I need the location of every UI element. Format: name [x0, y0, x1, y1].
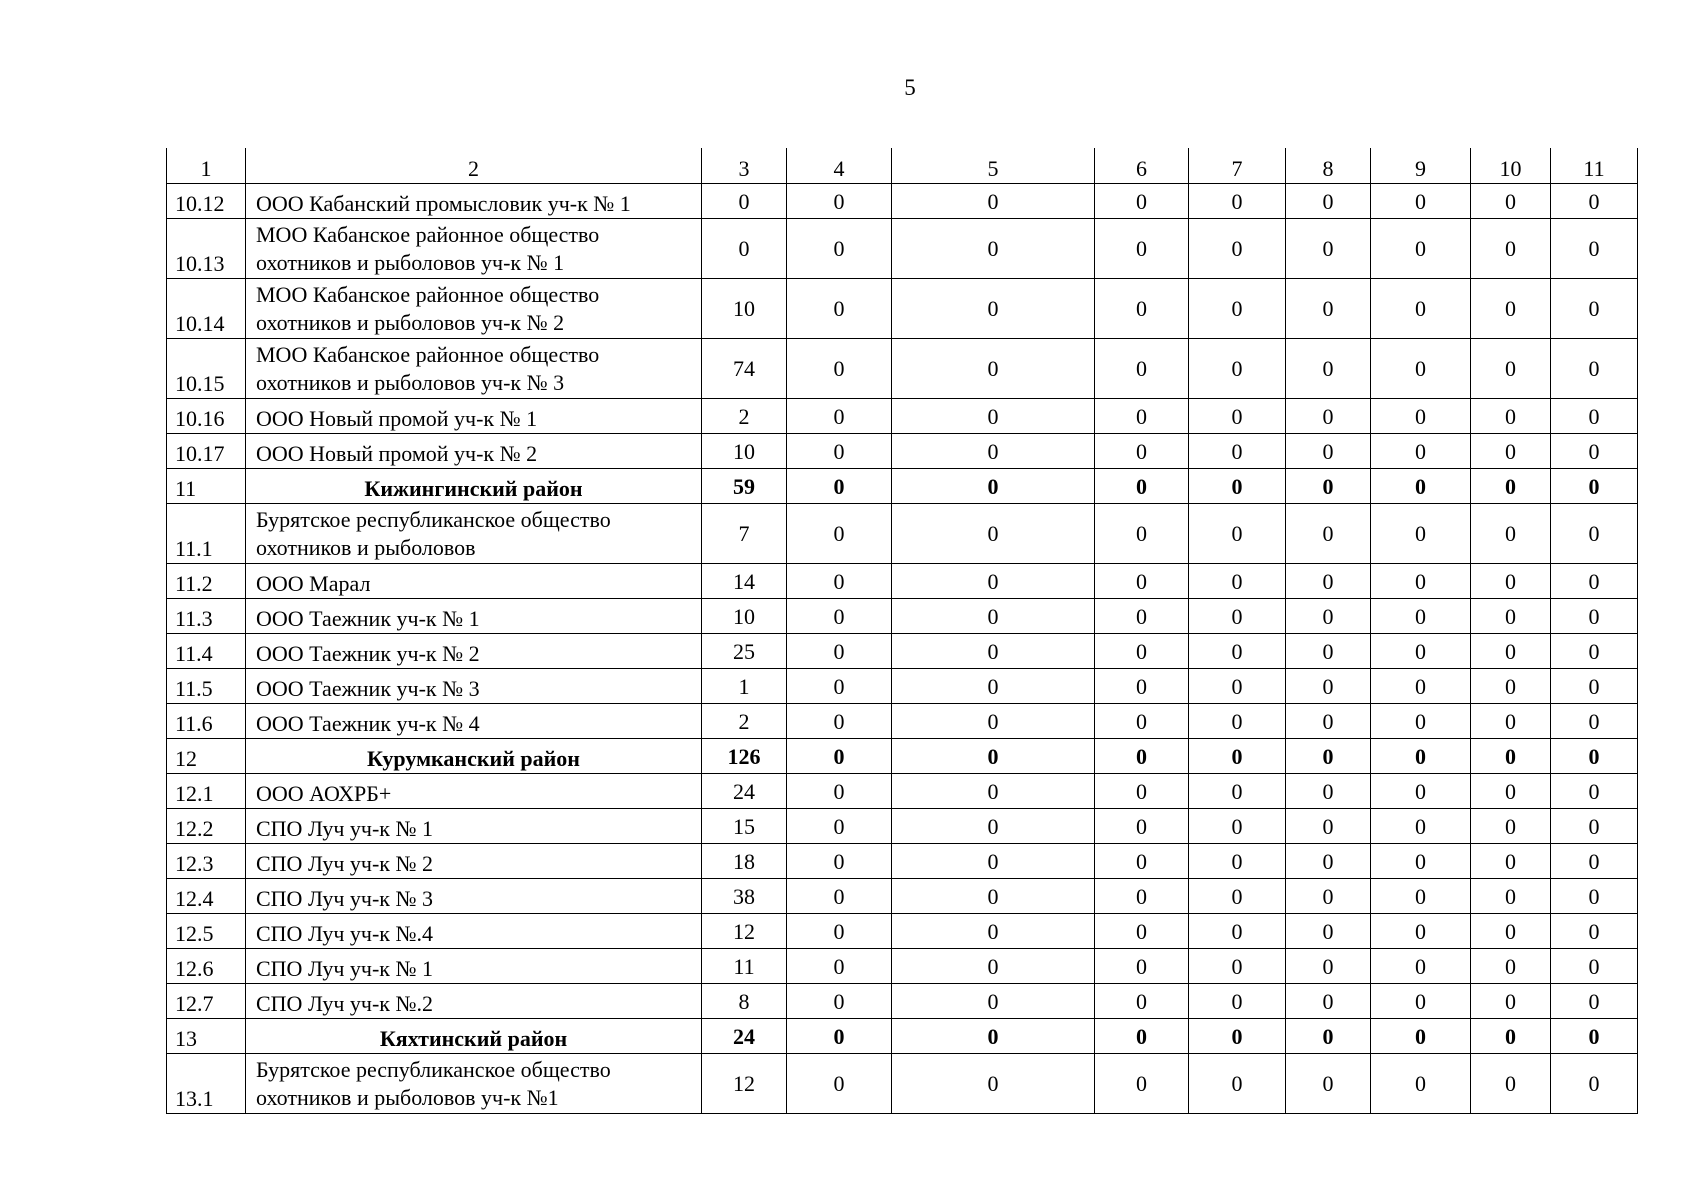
value-cell: 0 [1286, 564, 1371, 599]
table-row [167, 434, 1638, 469]
value-cell: 0 [892, 399, 1095, 434]
value-cell: 0 [1371, 809, 1471, 844]
value-cell: 0 [892, 279, 1095, 339]
value-cell: 0 [1286, 949, 1371, 984]
organization-name-cell: ООО Кабанский промысловик уч-к № 1 [246, 184, 702, 219]
value-cell: 38 [702, 879, 787, 914]
value-cell: 0 [892, 634, 1095, 669]
value-cell: 0 [1286, 704, 1371, 739]
value-cell: 0 [1551, 879, 1638, 914]
value-cell: 0 [1471, 949, 1551, 984]
organization-name-cell: СПО Луч уч-к № 1 [246, 809, 702, 844]
value-cell: 0 [787, 984, 892, 1019]
value-cell: 0 [1551, 739, 1638, 774]
value-cell: 0 [1286, 1019, 1371, 1054]
row-number-cell: 13.1 [167, 1054, 246, 1114]
value-cell: 0 [1471, 739, 1551, 774]
value-cell: 0 [1189, 279, 1286, 339]
row-number-cell: 12.4 [167, 879, 246, 914]
column-number: 7 [1189, 148, 1286, 184]
row-number-cell: 12.1 [167, 774, 246, 809]
value-cell: 0 [1286, 279, 1371, 339]
value-cell: 0 [1286, 399, 1371, 434]
organization-name-cell: ООО АОХРБ+ [246, 774, 702, 809]
value-cell: 0 [1551, 184, 1638, 219]
value-cell: 0 [1095, 914, 1189, 949]
value-cell: 0 [787, 184, 892, 219]
organization-name-cell: ООО Таежник уч-к № 2 [246, 634, 702, 669]
value-cell: 0 [1371, 1054, 1471, 1114]
value-cell: 0 [1189, 669, 1286, 704]
value-cell: 0 [1286, 184, 1371, 219]
table-row [167, 184, 1638, 219]
table-row [167, 984, 1638, 1019]
value-cell: 0 [1471, 219, 1551, 279]
value-cell: 0 [702, 184, 787, 219]
organization-name-cell: СПО Луч уч-к № 1 [246, 949, 702, 984]
value-cell: 12 [702, 1054, 787, 1114]
district-row [167, 1019, 1638, 1054]
row-number-cell: 11.6 [167, 704, 246, 739]
value-cell: 0 [787, 809, 892, 844]
value-cell: 0 [892, 949, 1095, 984]
value-cell: 0 [787, 844, 892, 879]
value-cell: 0 [892, 1019, 1095, 1054]
value-cell: 8 [702, 984, 787, 1019]
value-cell: 0 [892, 774, 1095, 809]
organization-name-cell: Бурятское республиканское общество охотников и рыболовов [246, 504, 702, 564]
value-cell: 59 [702, 469, 787, 504]
table-row [167, 844, 1638, 879]
value-cell: 0 [1371, 504, 1471, 564]
value-cell: 0 [1189, 1054, 1286, 1114]
value-cell: 0 [1095, 399, 1189, 434]
value-cell: 0 [1471, 634, 1551, 669]
organization-name-cell: МОО Кабанское районное общество охотников и рыболовов уч-к № 3 [246, 339, 702, 399]
value-cell: 0 [1286, 739, 1371, 774]
value-cell: 2 [702, 704, 787, 739]
value-cell: 0 [1551, 279, 1638, 339]
value-cell: 0 [1551, 434, 1638, 469]
value-cell: 0 [1095, 339, 1189, 399]
value-cell: 24 [702, 774, 787, 809]
organization-name-cell: ООО Таежник уч-к № 1 [246, 599, 702, 634]
value-cell: 0 [1371, 339, 1471, 399]
value-cell: 0 [1471, 774, 1551, 809]
value-cell: 0 [1286, 1054, 1371, 1114]
value-cell: 0 [1286, 504, 1371, 564]
organization-name-cell: СПО Луч уч-к № 3 [246, 879, 702, 914]
value-cell: 0 [1551, 774, 1638, 809]
value-cell: 0 [1471, 844, 1551, 879]
value-cell: 0 [1189, 469, 1286, 504]
value-cell: 2 [702, 399, 787, 434]
district-name-cell: Кижингинский район [246, 469, 702, 504]
value-cell: 0 [1095, 1054, 1189, 1114]
value-cell: 10 [702, 599, 787, 634]
value-cell: 0 [1371, 434, 1471, 469]
value-cell: 0 [1189, 739, 1286, 774]
value-cell: 0 [1286, 469, 1371, 504]
value-cell: 0 [1371, 599, 1471, 634]
table-row [167, 949, 1638, 984]
organization-name-cell: ООО Марал [246, 564, 702, 599]
value-cell: 126 [702, 739, 787, 774]
value-cell: 0 [1189, 844, 1286, 879]
value-cell: 0 [1286, 984, 1371, 1019]
value-cell: 0 [1095, 984, 1189, 1019]
value-cell: 7 [702, 504, 787, 564]
row-number-cell: 11.4 [167, 634, 246, 669]
value-cell: 0 [892, 704, 1095, 739]
row-number-cell: 10.17 [167, 434, 246, 469]
row-number-cell: 12.6 [167, 949, 246, 984]
value-cell: 0 [1471, 704, 1551, 739]
value-cell: 0 [702, 219, 787, 279]
value-cell: 0 [892, 669, 1095, 704]
value-cell: 0 [892, 564, 1095, 599]
table-row [167, 599, 1638, 634]
value-cell: 0 [1471, 914, 1551, 949]
value-cell: 14 [702, 564, 787, 599]
value-cell: 0 [787, 739, 892, 774]
value-cell: 0 [1286, 634, 1371, 669]
value-cell: 0 [1286, 599, 1371, 634]
value-cell: 0 [1371, 844, 1471, 879]
row-number-cell: 10.14 [167, 279, 246, 339]
row-number-cell: 12 [167, 739, 246, 774]
value-cell: 0 [1551, 399, 1638, 434]
table-row [167, 1054, 1638, 1114]
column-number: 9 [1371, 148, 1471, 184]
value-cell: 0 [1189, 434, 1286, 469]
value-cell: 0 [1095, 564, 1189, 599]
organization-name-cell: СПО Луч уч-к №.2 [246, 984, 702, 1019]
table-row [167, 399, 1638, 434]
district-row [167, 469, 1638, 504]
value-cell: 0 [1471, 669, 1551, 704]
value-cell: 0 [787, 1054, 892, 1114]
value-cell: 0 [1189, 914, 1286, 949]
row-number-cell: 11.2 [167, 564, 246, 599]
value-cell: 0 [892, 469, 1095, 504]
value-cell: 0 [1189, 1019, 1286, 1054]
table-body [167, 148, 1638, 1114]
value-cell: 0 [892, 219, 1095, 279]
row-number-cell: 10.16 [167, 399, 246, 434]
table-row [167, 219, 1638, 279]
value-cell: 0 [1189, 879, 1286, 914]
organization-name-cell: МОО Кабанское районное общество охотников и рыболовов уч-к № 2 [246, 279, 702, 339]
value-cell: 0 [1471, 504, 1551, 564]
value-cell: 0 [1471, 879, 1551, 914]
value-cell: 0 [787, 564, 892, 599]
table-row [167, 774, 1638, 809]
value-cell: 0 [1189, 184, 1286, 219]
value-cell: 0 [1286, 809, 1371, 844]
row-number-cell: 13 [167, 1019, 246, 1054]
value-cell: 0 [1371, 984, 1471, 1019]
column-number: 2 [246, 148, 702, 184]
value-cell: 18 [702, 844, 787, 879]
value-cell: 0 [1095, 809, 1189, 844]
value-cell: 0 [1471, 1054, 1551, 1114]
value-cell: 0 [1189, 399, 1286, 434]
column-number: 10 [1471, 148, 1551, 184]
value-cell: 0 [1371, 564, 1471, 599]
column-number: 6 [1095, 148, 1189, 184]
value-cell: 0 [1095, 879, 1189, 914]
value-cell: 0 [1189, 774, 1286, 809]
value-cell: 0 [1095, 739, 1189, 774]
table-row [167, 634, 1638, 669]
value-cell: 0 [892, 984, 1095, 1019]
organization-name-cell: ООО Новый промой уч-к № 1 [246, 399, 702, 434]
value-cell: 0 [1551, 634, 1638, 669]
value-cell: 0 [1551, 564, 1638, 599]
value-cell: 0 [1551, 809, 1638, 844]
value-cell: 0 [892, 1054, 1095, 1114]
value-cell: 0 [1551, 219, 1638, 279]
value-cell: 0 [787, 914, 892, 949]
organization-name-cell: МОО Кабанское районное общество охотников и рыболовов уч-к № 1 [246, 219, 702, 279]
value-cell: 0 [1189, 219, 1286, 279]
value-cell: 0 [1095, 704, 1189, 739]
table-row [167, 564, 1638, 599]
value-cell: 0 [1371, 219, 1471, 279]
value-cell: 0 [892, 339, 1095, 399]
value-cell: 0 [1471, 184, 1551, 219]
organization-name-cell: ООО Новый промой уч-к № 2 [246, 434, 702, 469]
value-cell: 0 [1471, 984, 1551, 1019]
organization-name-cell: Бурятское республиканское общество охотников и рыболовов уч-к №1 [246, 1054, 702, 1114]
value-cell: 0 [1471, 469, 1551, 504]
value-cell: 24 [702, 1019, 787, 1054]
value-cell: 0 [1551, 469, 1638, 504]
row-number-cell: 10.12 [167, 184, 246, 219]
row-number-cell: 12.7 [167, 984, 246, 1019]
value-cell: 0 [1371, 704, 1471, 739]
value-cell: 0 [1471, 564, 1551, 599]
value-cell: 0 [1286, 669, 1371, 704]
row-number-cell: 12.5 [167, 914, 246, 949]
value-cell: 0 [892, 599, 1095, 634]
value-cell: 0 [1286, 774, 1371, 809]
organization-name-cell: СПО Луч уч-к №.4 [246, 914, 702, 949]
table-row [167, 339, 1638, 399]
column-number: 3 [702, 148, 787, 184]
row-number-cell: 11.1 [167, 504, 246, 564]
column-number: 11 [1551, 148, 1638, 184]
column-number-row [167, 148, 1638, 184]
value-cell: 0 [1095, 279, 1189, 339]
value-cell: 0 [1551, 844, 1638, 879]
value-cell: 0 [1189, 984, 1286, 1019]
value-cell: 0 [1551, 984, 1638, 1019]
value-cell: 0 [892, 914, 1095, 949]
value-cell: 0 [1371, 949, 1471, 984]
value-cell: 0 [787, 469, 892, 504]
value-cell: 0 [1095, 1019, 1189, 1054]
value-cell: 0 [1471, 599, 1551, 634]
value-cell: 0 [1371, 879, 1471, 914]
value-cell: 0 [892, 504, 1095, 564]
value-cell: 0 [1095, 844, 1189, 879]
value-cell: 0 [1371, 184, 1471, 219]
value-cell: 0 [787, 949, 892, 984]
data-table [166, 148, 1638, 1114]
value-cell: 0 [1471, 339, 1551, 399]
value-cell: 0 [1551, 949, 1638, 984]
district-name-cell: Кяхтинский район [246, 1019, 702, 1054]
value-cell: 0 [1371, 914, 1471, 949]
value-cell: 0 [1371, 669, 1471, 704]
value-cell: 0 [787, 219, 892, 279]
value-cell: 0 [787, 599, 892, 634]
value-cell: 0 [787, 774, 892, 809]
value-cell: 0 [787, 399, 892, 434]
row-number-cell: 12.3 [167, 844, 246, 879]
value-cell: 0 [1189, 634, 1286, 669]
value-cell: 0 [892, 184, 1095, 219]
value-cell: 0 [1371, 399, 1471, 434]
value-cell: 0 [1371, 469, 1471, 504]
value-cell: 0 [787, 279, 892, 339]
value-cell: 0 [1551, 669, 1638, 704]
value-cell: 0 [892, 434, 1095, 469]
value-cell: 0 [787, 339, 892, 399]
value-cell: 0 [1286, 219, 1371, 279]
value-cell: 0 [1371, 739, 1471, 774]
value-cell: 15 [702, 809, 787, 844]
column-number: 4 [787, 148, 892, 184]
value-cell: 0 [1095, 774, 1189, 809]
organization-name-cell: ООО Таежник уч-к № 3 [246, 669, 702, 704]
value-cell: 0 [1551, 599, 1638, 634]
value-cell: 0 [1371, 279, 1471, 339]
value-cell: 0 [1095, 434, 1189, 469]
value-cell: 0 [1189, 504, 1286, 564]
table-row [167, 279, 1638, 339]
organization-name-cell: СПО Луч уч-к № 2 [246, 844, 702, 879]
row-number-cell: 11 [167, 469, 246, 504]
table-row [167, 879, 1638, 914]
value-cell: 0 [1189, 949, 1286, 984]
value-cell: 0 [1095, 219, 1189, 279]
value-cell: 0 [1551, 1019, 1638, 1054]
table-row [167, 504, 1638, 564]
value-cell: 1 [702, 669, 787, 704]
value-cell: 0 [1551, 704, 1638, 739]
value-cell: 25 [702, 634, 787, 669]
value-cell: 0 [1095, 469, 1189, 504]
value-cell: 0 [787, 634, 892, 669]
value-cell: 74 [702, 339, 787, 399]
value-cell: 0 [1371, 634, 1471, 669]
value-cell: 0 [1095, 184, 1189, 219]
value-cell: 0 [787, 434, 892, 469]
value-cell: 0 [1551, 914, 1638, 949]
value-cell: 0 [787, 704, 892, 739]
value-cell: 0 [1371, 774, 1471, 809]
value-cell: 12 [702, 914, 787, 949]
row-number-cell: 11.5 [167, 669, 246, 704]
value-cell: 11 [702, 949, 787, 984]
value-cell: 0 [787, 504, 892, 564]
table-row [167, 914, 1638, 949]
value-cell: 0 [1551, 504, 1638, 564]
value-cell: 0 [787, 879, 892, 914]
value-cell: 0 [787, 669, 892, 704]
value-cell: 0 [1286, 879, 1371, 914]
column-number: 5 [892, 148, 1095, 184]
column-number: 1 [167, 148, 246, 184]
value-cell: 0 [787, 1019, 892, 1054]
value-cell: 0 [1471, 1019, 1551, 1054]
value-cell: 0 [1551, 1054, 1638, 1114]
value-cell: 0 [1286, 339, 1371, 399]
value-cell: 10 [702, 434, 787, 469]
value-cell: 0 [1095, 949, 1189, 984]
value-cell: 0 [892, 879, 1095, 914]
value-cell: 0 [1095, 599, 1189, 634]
district-row [167, 739, 1638, 774]
value-cell: 0 [1551, 339, 1638, 399]
row-number-cell: 10.13 [167, 219, 246, 279]
organization-name-cell: ООО Таежник уч-к № 4 [246, 704, 702, 739]
value-cell: 0 [1189, 599, 1286, 634]
value-cell: 0 [1286, 844, 1371, 879]
table-row [167, 669, 1638, 704]
table-row [167, 809, 1638, 844]
value-cell: 0 [1471, 399, 1551, 434]
row-number-cell: 11.3 [167, 599, 246, 634]
value-cell: 0 [892, 809, 1095, 844]
value-cell: 0 [1189, 704, 1286, 739]
value-cell: 0 [1371, 1019, 1471, 1054]
district-name-cell: Курумканский район [246, 739, 702, 774]
value-cell: 0 [1189, 339, 1286, 399]
column-number: 8 [1286, 148, 1371, 184]
value-cell: 0 [892, 844, 1095, 879]
value-cell: 0 [1189, 564, 1286, 599]
table-row [167, 704, 1638, 739]
value-cell: 0 [892, 739, 1095, 774]
value-cell: 0 [1471, 809, 1551, 844]
value-cell: 0 [1286, 914, 1371, 949]
row-number-cell: 12.2 [167, 809, 246, 844]
value-cell: 0 [1189, 809, 1286, 844]
value-cell: 0 [1286, 434, 1371, 469]
row-number-cell: 10.15 [167, 339, 246, 399]
value-cell: 0 [1471, 434, 1551, 469]
page-number: 5 [904, 75, 916, 100]
value-cell: 10 [702, 279, 787, 339]
value-cell: 0 [1095, 634, 1189, 669]
value-cell: 0 [1471, 279, 1551, 339]
value-cell: 0 [1095, 504, 1189, 564]
value-cell: 0 [1095, 669, 1189, 704]
